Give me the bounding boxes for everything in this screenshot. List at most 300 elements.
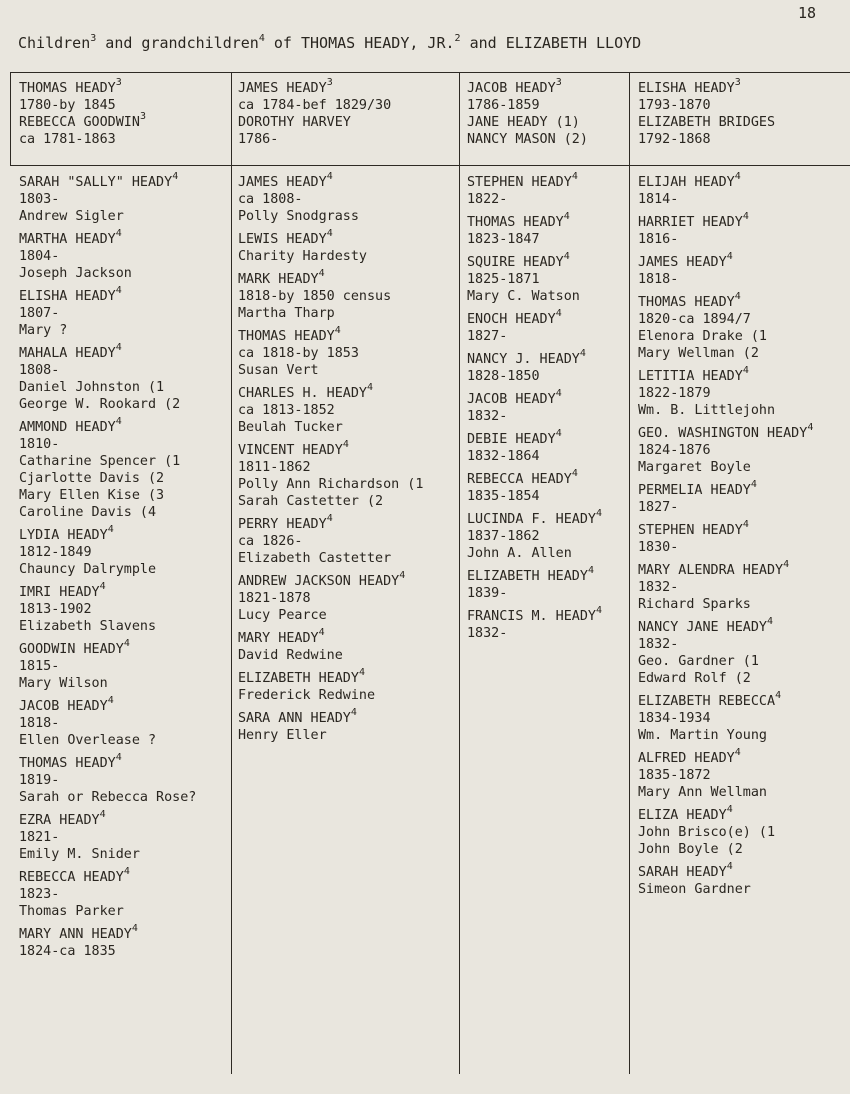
entry-text: Lucy Pearce — [238, 608, 327, 623]
entry-text: 1807- — [19, 306, 60, 321]
entry-text: LETITIA HEADY — [638, 369, 743, 384]
entry-text: 1821- — [19, 830, 60, 845]
child-detail — [638, 710, 813, 727]
generation-mark: 4 — [367, 382, 374, 393]
child-detail — [19, 305, 196, 322]
child-detail — [19, 772, 196, 789]
child-detail — [638, 539, 813, 556]
entry-text: REBECCA GOODWIN — [19, 115, 140, 130]
entry-text: Henry Eller — [238, 728, 327, 743]
generation-mark: 4 — [742, 365, 749, 376]
entry-text: 1821-1878 — [238, 591, 311, 606]
child-detail — [19, 829, 196, 846]
child-name — [19, 923, 196, 943]
entry-text: Caroline Davis (4 — [19, 505, 157, 520]
generation-mark: 4 — [115, 342, 122, 353]
table-rule-top — [10, 72, 850, 73]
child-name — [638, 479, 813, 499]
generation-mark: 4 — [107, 524, 114, 535]
child-name — [638, 616, 813, 636]
generation-mark: 4 — [555, 388, 562, 399]
page-number: 18 — [798, 4, 817, 22]
generation-mark: 4 — [596, 508, 603, 519]
entry-text: SARAH HEADY — [638, 865, 727, 880]
entry-text: 1813-1902 — [19, 602, 92, 617]
entry-text: 1832- — [467, 409, 508, 424]
child-detail — [238, 208, 423, 225]
entry-text: ELIZABETH HEADY — [467, 569, 588, 584]
generation-mark: 4 — [318, 627, 325, 638]
entry-text: Martha Tharp — [238, 306, 335, 321]
entry-text: ELIZABETH HEADY — [238, 671, 359, 686]
generation-mark: 3 — [555, 77, 562, 88]
entry-text: NANCY MASON (2) — [467, 132, 588, 147]
child-detail — [638, 328, 813, 345]
child-detail — [238, 590, 423, 607]
generation-mark: 4 — [399, 570, 406, 581]
child-detail — [238, 533, 423, 550]
parent-line — [638, 131, 775, 148]
entry-text: 1808- — [19, 363, 60, 378]
child-detail — [638, 231, 813, 248]
entry-text: MAHALA HEADY — [19, 346, 116, 361]
child-detail — [19, 601, 196, 618]
entry-text: VINCENT HEADY — [238, 443, 343, 458]
entry-text: Mary Ellen Kise (3 — [19, 488, 165, 503]
entry-text: 1820-ca 1894/7 — [638, 312, 751, 327]
entry-text: MARY ALENDRA HEADY — [638, 563, 784, 578]
entry-text: Mary Wilson — [19, 676, 108, 691]
table-rule-mid — [10, 165, 850, 166]
entry-text: STEPHEN HEADY — [638, 523, 743, 538]
entry-text: ALFRED HEADY — [638, 751, 735, 766]
generation-mark: 4 — [775, 690, 782, 701]
child-name — [19, 809, 196, 829]
child-detail — [19, 265, 196, 282]
entry-text: 1825-1871 — [467, 272, 540, 287]
child-name — [467, 508, 603, 528]
child-name — [638, 211, 813, 231]
child-detail — [19, 396, 196, 413]
child-detail — [638, 271, 813, 288]
entry-text: George W. Rookard (2 — [19, 397, 181, 412]
generation-mark: 4 — [115, 752, 122, 763]
generation-mark: 4 — [783, 559, 790, 570]
child-name — [638, 690, 813, 710]
generation-mark: 4 — [742, 519, 749, 530]
entry-text: NANCY J. HEADY — [467, 352, 580, 367]
entry-text: THOMAS HEADY — [238, 329, 335, 344]
entry-text: Joseph Jackson — [19, 266, 132, 281]
child-detail — [638, 402, 813, 419]
generation-mark: 4 — [587, 565, 594, 576]
entry-text: 1818-by 1850 census — [238, 289, 392, 304]
entry-text: 1834-1934 — [638, 711, 711, 726]
child-detail — [238, 727, 423, 744]
entry-text: Geo. Gardner (1 — [638, 654, 759, 669]
child-detail — [238, 493, 423, 510]
parent-line — [467, 97, 588, 114]
entry-text: Wm. Martin Young — [638, 728, 767, 743]
child-detail — [238, 476, 423, 493]
child-detail — [467, 625, 602, 642]
child-name — [638, 365, 813, 385]
child-name — [238, 171, 423, 191]
entry-text: JAMES HEADY — [638, 255, 727, 270]
entry-text: ELISHA HEADY — [638, 81, 735, 96]
entry-text: 1811-1862 — [238, 460, 311, 475]
entry-text: LEWIS HEADY — [238, 232, 327, 247]
child-detail — [19, 436, 196, 453]
entry-text: AMMOND HEADY — [19, 420, 116, 435]
entry-text: 1832- — [638, 580, 679, 595]
entry-text: JACOB HEADY — [19, 699, 108, 714]
entry-text: Sarah Castetter (2 — [238, 494, 384, 509]
child-detail — [19, 208, 196, 225]
entry-text: 1818- — [19, 716, 60, 731]
generation-mark: 4 — [571, 468, 578, 479]
generation-mark: 4 — [734, 747, 741, 758]
generation-mark: 4 — [767, 616, 774, 627]
entry-text: Mary Ann Wellman — [638, 785, 767, 800]
generation-mark: 4 — [99, 809, 106, 820]
child-name — [467, 308, 602, 328]
child-name — [19, 581, 196, 601]
generation-mark: 4 — [350, 707, 357, 718]
entry-text: PERMELIA HEADY — [638, 483, 751, 498]
child-name — [238, 382, 423, 402]
child-name — [638, 251, 813, 271]
child-detail — [19, 362, 196, 379]
generation-mark: 4 — [807, 422, 814, 433]
generation-mark: 4 — [726, 251, 733, 262]
entry-text: Polly Snodgrass — [238, 209, 359, 224]
entry-text: Richard Sparks — [638, 597, 751, 612]
generation-mark: 4 — [326, 171, 333, 182]
generation-mark: 4 — [115, 228, 122, 239]
child-name — [19, 171, 196, 191]
entry-text: Emily M. Snider — [19, 847, 140, 862]
children-list — [238, 171, 424, 744]
child-detail — [19, 453, 196, 470]
parent-line — [19, 77, 146, 97]
generation-mark: 4 — [734, 291, 741, 302]
child-detail — [238, 191, 423, 208]
entry-text: Frederick Redwine — [238, 688, 376, 703]
generation-mark: 4 — [326, 513, 333, 524]
entry-text: Beulah Tucker — [238, 420, 343, 435]
parent-line — [638, 97, 775, 114]
table-rule-left — [10, 72, 11, 165]
child-name — [19, 524, 196, 544]
child-detail — [638, 881, 813, 898]
generation-mark: 4 — [563, 251, 570, 262]
child-name — [238, 325, 423, 345]
entry-text: ca 1784-bef 1829/30 — [238, 98, 392, 113]
child-detail — [467, 408, 602, 425]
generation-mark: 4 — [115, 285, 122, 296]
child-name — [238, 707, 423, 727]
entry-text: Wm. B. Littlejohn — [638, 403, 776, 418]
child-detail — [238, 419, 423, 436]
generation-mark: 4 — [342, 439, 349, 450]
child-detail — [19, 943, 196, 960]
child-name — [638, 422, 814, 442]
parent-line — [19, 111, 146, 131]
child-name — [238, 439, 423, 459]
child-name — [19, 228, 196, 248]
entry-text: DOROTHY HARVEY — [238, 115, 351, 130]
entry-text: DEBIE HEADY — [467, 432, 556, 447]
child-name — [467, 428, 602, 448]
entry-text: John Brisco(e) (1 — [638, 825, 776, 840]
generation-mark: 4 — [99, 581, 106, 592]
page-title — [18, 34, 641, 52]
child-detail — [467, 271, 602, 288]
child-detail — [19, 675, 196, 692]
entry-text: FRANCIS M. HEADY — [467, 609, 596, 624]
child-detail — [19, 544, 196, 561]
entry-text: 1823-1847 — [467, 232, 540, 247]
column-divider-3 — [629, 72, 630, 1074]
child-name — [19, 416, 196, 436]
entry-text: ELIZABETH BRIDGES — [638, 115, 776, 130]
entry-text: THOMAS HEADY — [467, 215, 564, 230]
entry-text: Daniel Johnston (1 — [19, 380, 165, 395]
child-detail — [238, 687, 423, 704]
child-detail — [467, 231, 602, 248]
entry-text: 1816- — [638, 232, 679, 247]
entry-text: MARY ANN HEADY — [19, 927, 132, 942]
entry-text: ca 1826- — [238, 534, 303, 549]
child-detail — [467, 288, 602, 305]
child-detail — [19, 191, 196, 208]
child-detail — [638, 670, 813, 687]
entry-text: JAMES HEADY — [238, 175, 327, 190]
entry-text: Ellen Overlease ? — [19, 733, 157, 748]
generation-mark: 4 — [726, 861, 733, 872]
column-divider-1 — [231, 72, 232, 1074]
parent-couple — [638, 77, 776, 148]
child-detail — [19, 846, 196, 863]
child-name — [638, 861, 813, 881]
entry-text: Thomas Parker — [19, 904, 124, 919]
parent-line — [238, 97, 391, 114]
entry-text: Susan Vert — [238, 363, 319, 378]
child-detail — [638, 784, 813, 801]
column-divider-2 — [459, 72, 460, 1074]
generation-mark: 4 — [742, 211, 749, 222]
entry-text: 1832- — [638, 637, 679, 652]
entry-text: 1819- — [19, 773, 60, 788]
generation-mark: 3 — [326, 77, 333, 88]
child-detail — [467, 488, 602, 505]
entry-text: John A. Allen — [467, 546, 572, 561]
entry-text: Elizabeth Slavens — [19, 619, 157, 634]
generation-mark: 4 — [318, 268, 325, 279]
entry-text: EZRA HEADY — [19, 813, 100, 828]
entry-text: CHARLES H. HEADY — [238, 386, 367, 401]
generation-mark: 4 — [334, 325, 341, 336]
child-detail — [638, 191, 813, 208]
generation-mark: 4 — [358, 667, 365, 678]
entry-text: 1830- — [638, 540, 679, 555]
child-detail — [19, 322, 196, 339]
parent-line — [467, 131, 588, 148]
entry-text: David Redwine — [238, 648, 343, 663]
child-detail — [238, 607, 423, 624]
child-detail — [19, 504, 196, 521]
child-detail — [19, 561, 196, 578]
child-name — [467, 468, 602, 488]
child-detail — [238, 288, 423, 305]
entry-text: John Boyle (2 — [638, 842, 743, 857]
entry-text: PERRY HEADY — [238, 517, 327, 532]
child-detail — [638, 636, 813, 653]
entry-text: 1810- — [19, 437, 60, 452]
generation-mark: 4 — [555, 428, 562, 439]
child-detail — [19, 618, 196, 635]
entry-text: 1832-1864 — [467, 449, 540, 464]
parent-line — [467, 77, 588, 97]
entry-text: 1824-ca 1835 — [19, 944, 116, 959]
entry-text: 1832- — [467, 626, 508, 641]
entry-text: SARA ANN HEADY — [238, 711, 351, 726]
entry-text: ca 1818-by 1853 — [238, 346, 359, 361]
child-detail — [638, 841, 813, 858]
entry-text: JAMES HEADY — [238, 81, 327, 96]
entry-text: THOMAS HEADY — [19, 81, 116, 96]
child-detail — [638, 824, 813, 841]
entry-text: Edward Rolf (2 — [638, 671, 751, 686]
parent-line — [238, 131, 391, 148]
entry-text: GOODWIN HEADY — [19, 642, 124, 657]
entry-text: Margaret Boyle — [638, 460, 751, 475]
entry-text: ELISHA HEADY — [19, 289, 116, 304]
parent-line — [238, 114, 391, 131]
child-name — [638, 747, 813, 767]
generation-mark: 4 — [571, 171, 578, 182]
parent-couple — [467, 77, 588, 148]
entry-text: ca 1813-1852 — [238, 403, 335, 418]
title-part: Children — [18, 34, 91, 52]
entry-text: Mary C. Watson — [467, 289, 580, 304]
children-list — [638, 171, 814, 898]
child-detail — [638, 596, 813, 613]
entry-text: NANCY JANE HEADY — [638, 620, 767, 635]
child-detail — [467, 191, 602, 208]
entry-text: 1828-1850 — [467, 369, 540, 384]
entry-text: 1822- — [467, 192, 508, 207]
child-detail — [638, 499, 813, 516]
entry-text: MARK HEADY — [238, 272, 319, 287]
generation-mark: 4 — [326, 228, 333, 239]
child-detail — [19, 487, 196, 504]
entry-text: THOMAS HEADY — [638, 295, 735, 310]
entry-text: ELIZA HEADY — [638, 808, 727, 823]
child-name — [638, 171, 813, 191]
generation-mark: 4 — [131, 923, 138, 934]
entry-text: Elizabeth Castetter — [238, 551, 392, 566]
child-name — [467, 348, 602, 368]
child-detail — [238, 305, 423, 322]
child-name — [238, 513, 423, 533]
entry-text: 1812-1849 — [19, 545, 92, 560]
child-name — [238, 268, 423, 288]
title-part: of THOMAS HEADY, JR. — [264, 34, 455, 52]
parent-line — [638, 77, 775, 97]
entry-text: REBECCA HEADY — [467, 472, 572, 487]
generation-mark: 4 — [555, 308, 562, 319]
parent-line — [19, 131, 146, 148]
child-name — [467, 251, 602, 271]
child-name — [467, 388, 602, 408]
entry-text: ANDREW JACKSON HEADY — [238, 574, 400, 589]
child-detail — [19, 248, 196, 265]
entry-text: THOMAS HEADY — [19, 756, 116, 771]
child-name — [19, 752, 196, 772]
entry-text: Polly Ann Richardson (1 — [238, 477, 424, 492]
entry-text: 1835-1872 — [638, 768, 711, 783]
generation-mark: 3 — [115, 77, 122, 88]
entry-text: ca 1781-1863 — [19, 132, 116, 147]
generation-mark: 4 — [123, 866, 130, 877]
title-generation-mark: 4 — [258, 33, 265, 44]
entry-text: 1822-1879 — [638, 386, 711, 401]
parent-line — [638, 114, 775, 131]
title-part: and grandchildren — [96, 34, 259, 52]
child-detail — [19, 903, 196, 920]
children-list — [467, 171, 603, 642]
generation-mark: 4 — [107, 695, 114, 706]
child-name — [238, 667, 423, 687]
child-detail — [467, 545, 602, 562]
generation-mark: 4 — [750, 479, 757, 490]
entry-text: GEO. WASHINGTON HEADY — [638, 426, 808, 441]
generation-mark: 4 — [579, 348, 586, 359]
child-detail — [467, 528, 602, 545]
child-name — [19, 866, 196, 886]
child-name — [238, 627, 423, 647]
child-detail — [638, 459, 813, 476]
entry-text: STEPHEN HEADY — [467, 175, 572, 190]
children-list — [19, 171, 197, 960]
child-detail — [638, 385, 813, 402]
entry-text: 1786-1859 — [467, 98, 540, 113]
child-name — [638, 804, 813, 824]
entry-text: REBECCA HEADY — [19, 870, 124, 885]
generation-mark: 4 — [726, 804, 733, 815]
entry-text: Andrew Sigler — [19, 209, 124, 224]
child-detail — [19, 379, 196, 396]
child-name — [467, 171, 602, 191]
child-detail — [638, 311, 813, 328]
entry-text: IMRI HEADY — [19, 585, 100, 600]
entry-text: Simeon Gardner — [638, 882, 751, 897]
entry-text: 1837-1862 — [467, 529, 540, 544]
entry-text: 1814- — [638, 192, 679, 207]
entry-text: ENOCH HEADY — [467, 312, 556, 327]
child-detail — [238, 248, 423, 265]
child-detail — [238, 362, 423, 379]
entry-text: Elenora Drake (1 — [638, 329, 767, 344]
child-detail — [467, 328, 602, 345]
entry-text: 1827- — [467, 329, 508, 344]
child-name — [638, 291, 813, 311]
entry-text: Mary Wellman (2 — [638, 346, 759, 361]
entry-text: 1818- — [638, 272, 679, 287]
child-name — [19, 695, 196, 715]
